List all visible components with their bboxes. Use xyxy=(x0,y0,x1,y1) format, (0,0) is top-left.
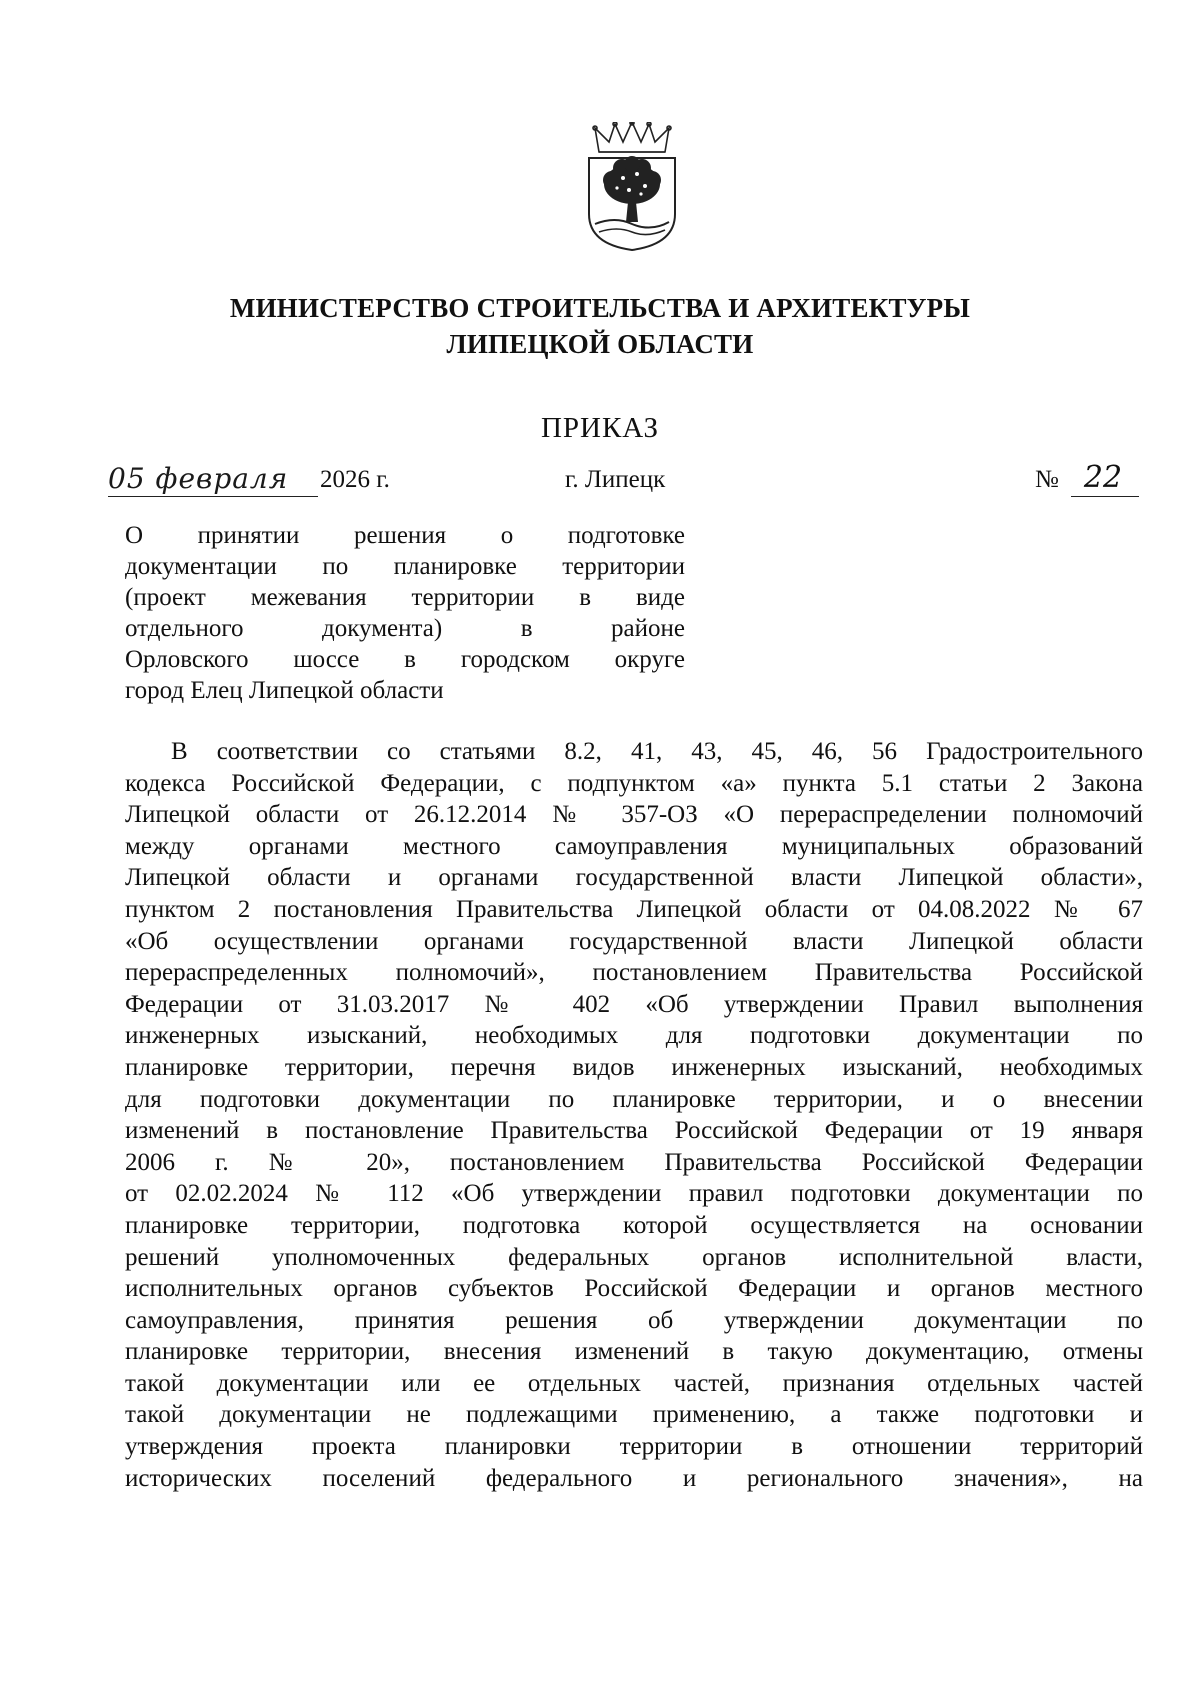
coat-of-arms-icon xyxy=(585,122,679,252)
document-city: г. Липецк xyxy=(565,466,666,493)
body-line: инженерных изысканий, необходимых для подготовки документации по xyxy=(125,1022,1143,1050)
body-line: планировке территории, подготовка которой осуществляется на основании xyxy=(125,1211,1143,1239)
body-line: утверждения проекта планировки территории в отношении территорий xyxy=(125,1433,1143,1461)
document-number xyxy=(1035,460,1145,506)
document-date xyxy=(108,462,408,502)
document-type: ПРИКАЗ xyxy=(540,412,660,444)
body-line: такой документации или ее отдельных частей, признания отдельных частей xyxy=(125,1369,1143,1397)
subject-line: документации по планировке территории xyxy=(125,553,685,580)
body-line: от 02.02.2024 № 112 «Об утверждении правил подготовки документации по xyxy=(125,1180,1143,1208)
organization-name xyxy=(0,290,1200,362)
body-line: планировке территории, перечня видов инженерных изысканий, необходимых xyxy=(125,1053,1143,1081)
number-handwritten: 22 xyxy=(1083,460,1123,495)
body-line: перераспределенных полномочий», постановлением Правительства Российской xyxy=(125,959,1143,987)
date-handwritten: 05 февраля xyxy=(108,462,289,495)
organization-name-line2: ЛИПЕЦКОЙ ОБЛАСТИ xyxy=(446,329,754,359)
body-line: исторических поселений федерального и регионального значения», на xyxy=(125,1464,1143,1492)
subject-line: отдельного документа) в районе xyxy=(125,615,685,642)
body-line: планировке территории, внесения изменений в такую документацию, отмены xyxy=(125,1338,1143,1366)
subject-line: (проект межевания территории в виде xyxy=(125,584,685,611)
organization-name-line1: МИНИСТЕРСТВО СТРОИТЕЛЬСТВА И АРХИТЕКТУРЫ xyxy=(229,293,971,323)
subject-line: О принятии решения о подготовке xyxy=(125,522,685,549)
number-sign: № xyxy=(1035,466,1059,493)
date-year: 2026 г. xyxy=(320,466,390,493)
subject-line: город Елец Липецкой области xyxy=(125,677,444,704)
document-subject xyxy=(125,520,685,706)
body-line: решений уполномоченных федеральных органов исполнительной власти, xyxy=(125,1243,1143,1271)
body-line: Липецкой области от 26.12.2014 № 357-ОЗ «О перераспределении полномочий xyxy=(125,801,1143,829)
body-line: 2006 г. № 20», постановлением Правительства Российской Федерации xyxy=(125,1148,1143,1176)
subject-line: Орловского шоссе в городском округе xyxy=(125,646,685,673)
number-underline xyxy=(1071,496,1139,497)
body-line: «Об осуществлении органами государственной власти Липецкой области xyxy=(125,927,1143,955)
body-line: кодекса Российской Федерации, с подпунктом «а» пункта 5.1 статьи 2 Закона xyxy=(125,769,1143,797)
body-line: такой документации не подлежащими применению, а также подготовки и xyxy=(125,1401,1143,1429)
body-line: пунктом 2 постановления Правительства Липецкой области от 04.08.2022 № 67 xyxy=(125,895,1143,923)
body-line: В соответствии со статьями 8.2, 41, 43, 45, 46, 56 Градостроительного xyxy=(171,738,1143,765)
date-underline xyxy=(108,496,318,497)
body-line: Федерации от 31.03.2017 № 402 «Об утверждении Правил выполнения xyxy=(125,990,1143,1018)
body-line: для подготовки документации по планировке территории, и о внесении xyxy=(125,1085,1143,1113)
document-body xyxy=(125,736,1143,1494)
body-line: Липецкой области и органами государственной власти Липецкой области», xyxy=(125,864,1143,892)
body-line: изменений в постановление Правительства Российской Федерации от 19 января xyxy=(125,1117,1143,1145)
body-line: самоуправления, принятия решения об утверждении документации по xyxy=(125,1306,1143,1334)
body-line: исполнительных органов субъектов Российской Федерации и органов местного xyxy=(125,1275,1143,1303)
body-line: между органами местного самоуправления муниципальных образований xyxy=(125,832,1143,860)
